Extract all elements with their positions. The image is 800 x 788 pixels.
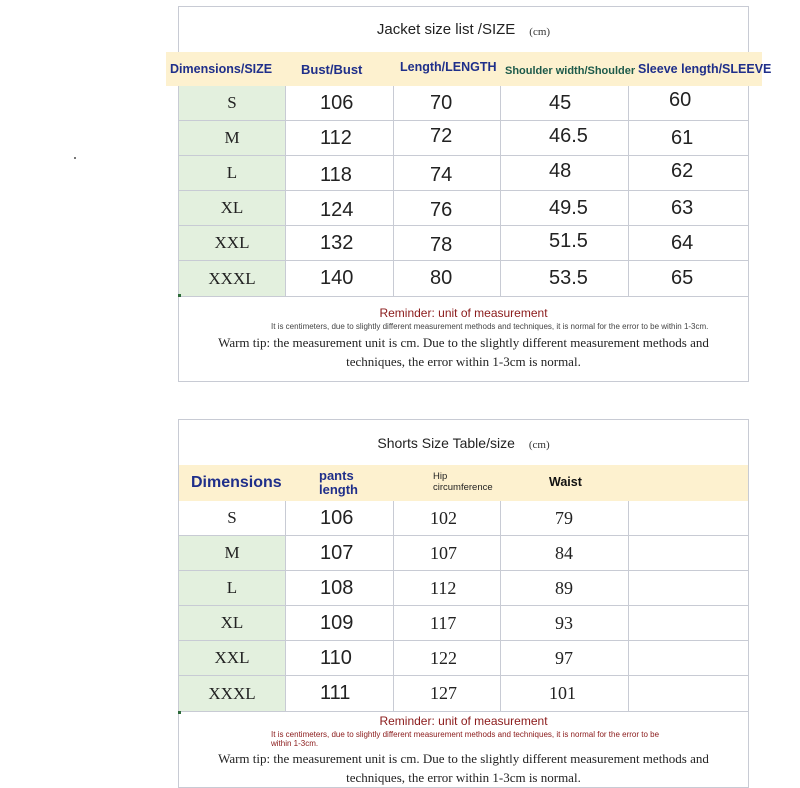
jacket-bust-value: 106 [320, 91, 354, 114]
jacket-reminder: Reminder: unit of measurement [379, 306, 548, 320]
shorts-header-hip [433, 471, 493, 493]
shorts-size-cell: S [178, 501, 286, 536]
jacket-sleeve-value: 63 [671, 196, 694, 219]
shorts-row-xxl [178, 641, 749, 676]
green-corner-mark [178, 711, 181, 714]
jacket-small-note: It is centimeters, due to slightly different measurement methods and techniques, it is normal for the error to be within 1-3cm. [271, 322, 709, 331]
jacket-sleeve-value: 61 [671, 126, 694, 149]
jacket-sleeve-value: 65 [671, 267, 694, 289]
shorts-warm-tip-line2: techniques, the error within 1-3cm is normal. [346, 770, 581, 785]
shorts-hip-value: 127 [430, 683, 457, 703]
jacket-sleeve-value: 64 [671, 231, 694, 254]
shorts-empty-cell [629, 676, 749, 712]
jacket-length-value: 78 [430, 233, 453, 256]
shorts-row-s [178, 501, 749, 536]
shorts-header-waist: Waist [549, 475, 582, 489]
shorts-row-xxxl [178, 676, 749, 712]
jacket-shoulder-value: 51.5 [549, 229, 588, 252]
shorts-grid [178, 501, 749, 788]
shorts-hip-value: 117 [430, 612, 457, 633]
jacket-size-cell: XXL [178, 226, 286, 261]
shorts-row-m [178, 536, 749, 571]
shorts-header-pants-length [319, 469, 358, 497]
jacket-shoulder-value: 49.5 [549, 196, 588, 219]
green-corner-mark [178, 294, 181, 297]
shorts-hip-value: 107 [430, 542, 457, 563]
jacket-bust-value: 118 [320, 163, 352, 186]
jacket-size-cell: XXXL [178, 261, 286, 297]
jacket-row-l [178, 156, 749, 191]
jacket-grid [178, 86, 749, 382]
jacket-row-xl [178, 191, 749, 226]
shorts-length-value: 106 [320, 506, 354, 529]
shorts-small-note-line1: It is centimeters, due to slightly different measurement methods and techniques, it is normal for the error to be [271, 730, 660, 739]
shorts-empty-cell [629, 641, 749, 676]
shorts-reminder: Reminder: unit of measurement [379, 714, 548, 728]
jacket-warm-tip-line2: techniques, the error within 1-3cm is normal. [346, 354, 581, 369]
shorts-size-cell: L [178, 571, 286, 606]
jacket-header-dimensions: Dimensions/SIZE [170, 62, 273, 76]
jacket-bust-value: 112 [320, 126, 352, 149]
jacket-size-cell: M [178, 121, 286, 156]
shorts-length-value: 111 [320, 682, 351, 704]
jacket-sleeve-value: 60 [669, 88, 692, 111]
jacket-header-length: Length/LENGTH [400, 60, 497, 74]
shorts-size-table [178, 419, 749, 501]
jacket-bust-value: 124 [320, 198, 354, 221]
jacket-shoulder-value: 53.5 [549, 267, 588, 289]
shorts-header-hip-line2: circumference [433, 482, 493, 493]
shorts-waist-value: 97 [555, 647, 573, 668]
jacket-row-s [178, 86, 749, 121]
shorts-size-cell: M [178, 536, 286, 571]
jacket-size-cell: XL [178, 191, 286, 226]
shorts-empty-cell [629, 606, 749, 641]
shorts-row-l [178, 571, 749, 606]
shorts-size-cell: XXXL [178, 676, 286, 712]
jacket-length-value: 70 [430, 91, 453, 114]
shorts-row-xl [178, 606, 749, 641]
jacket-warm-tip-line1: Warm tip: the measurement unit is cm. Due to the slightly different measurement methods and [218, 335, 709, 350]
shorts-header-dimensions: Dimensions [191, 474, 282, 491]
jacket-shoulder-value: 45 [549, 91, 572, 114]
shorts-hip-value: 122 [430, 647, 457, 668]
shorts-size-cell: XXL [178, 641, 286, 676]
jacket-title: Jacket size list /SIZE [376, 21, 516, 38]
jacket-unit: (cm) [529, 25, 551, 38]
shorts-length-value: 109 [320, 611, 354, 634]
shorts-warm-tip-line1: Warm tip: the measurement unit is cm. Due to the slightly different measurement methods and [218, 751, 709, 766]
shorts-header-pants-line1: pants [319, 468, 354, 483]
shorts-header-pants-line2: length [319, 482, 358, 497]
jacket-row-m [178, 121, 749, 156]
shorts-title-row [178, 419, 749, 465]
jacket-length-value: 76 [430, 198, 453, 221]
shorts-header-row [178, 465, 749, 501]
jacket-header-bust: Bust/Bust [301, 61, 363, 77]
jacket-bust-value: 140 [320, 267, 354, 289]
shorts-waist-value: 79 [555, 507, 573, 528]
stray-dot [74, 157, 76, 159]
shorts-hip-value: 102 [430, 507, 457, 528]
jacket-shoulder-value: 46.5 [549, 124, 588, 147]
shorts-waist-value: 93 [555, 612, 573, 633]
shorts-empty-cell [629, 571, 749, 606]
jacket-length-value: 72 [430, 124, 453, 147]
jacket-title-row [178, 6, 749, 52]
shorts-length-value: 110 [320, 646, 352, 669]
jacket-row-xxxl [178, 261, 749, 297]
jacket-length-value: 74 [430, 163, 453, 186]
jacket-header-sleeve: Sleeve length/SLEEVE [638, 62, 772, 76]
shorts-notes [178, 712, 749, 788]
shorts-length-value: 108 [320, 576, 354, 599]
shorts-header-hip-line1: Hip [433, 471, 448, 482]
jacket-size-cell: S [178, 86, 286, 121]
shorts-size-cell: XL [178, 606, 286, 641]
jacket-bust-value: 132 [320, 231, 354, 254]
shorts-waist-value: 89 [555, 577, 573, 598]
jacket-sleeve-value: 62 [671, 159, 694, 182]
shorts-title: Shorts Size Table/size [377, 434, 515, 451]
shorts-hip-value: 112 [430, 577, 457, 598]
shorts-empty-cell [629, 501, 749, 536]
shorts-small-note-line2: within 1-3cm. [271, 739, 319, 748]
shorts-waist-value: 84 [555, 542, 573, 563]
jacket-length-value: 80 [430, 267, 453, 289]
shorts-empty-cell [629, 536, 749, 571]
shorts-length-value: 107 [320, 541, 354, 564]
shorts-unit: (cm) [528, 438, 550, 451]
jacket-header-shoulder: Shoulder width/Shoulder [505, 65, 636, 77]
jacket-size-cell: L [178, 156, 286, 191]
shorts-waist-value: 101 [549, 683, 576, 703]
jacket-shoulder-value: 48 [549, 159, 572, 182]
jacket-notes [178, 297, 749, 382]
jacket-row-xxl [178, 226, 749, 261]
